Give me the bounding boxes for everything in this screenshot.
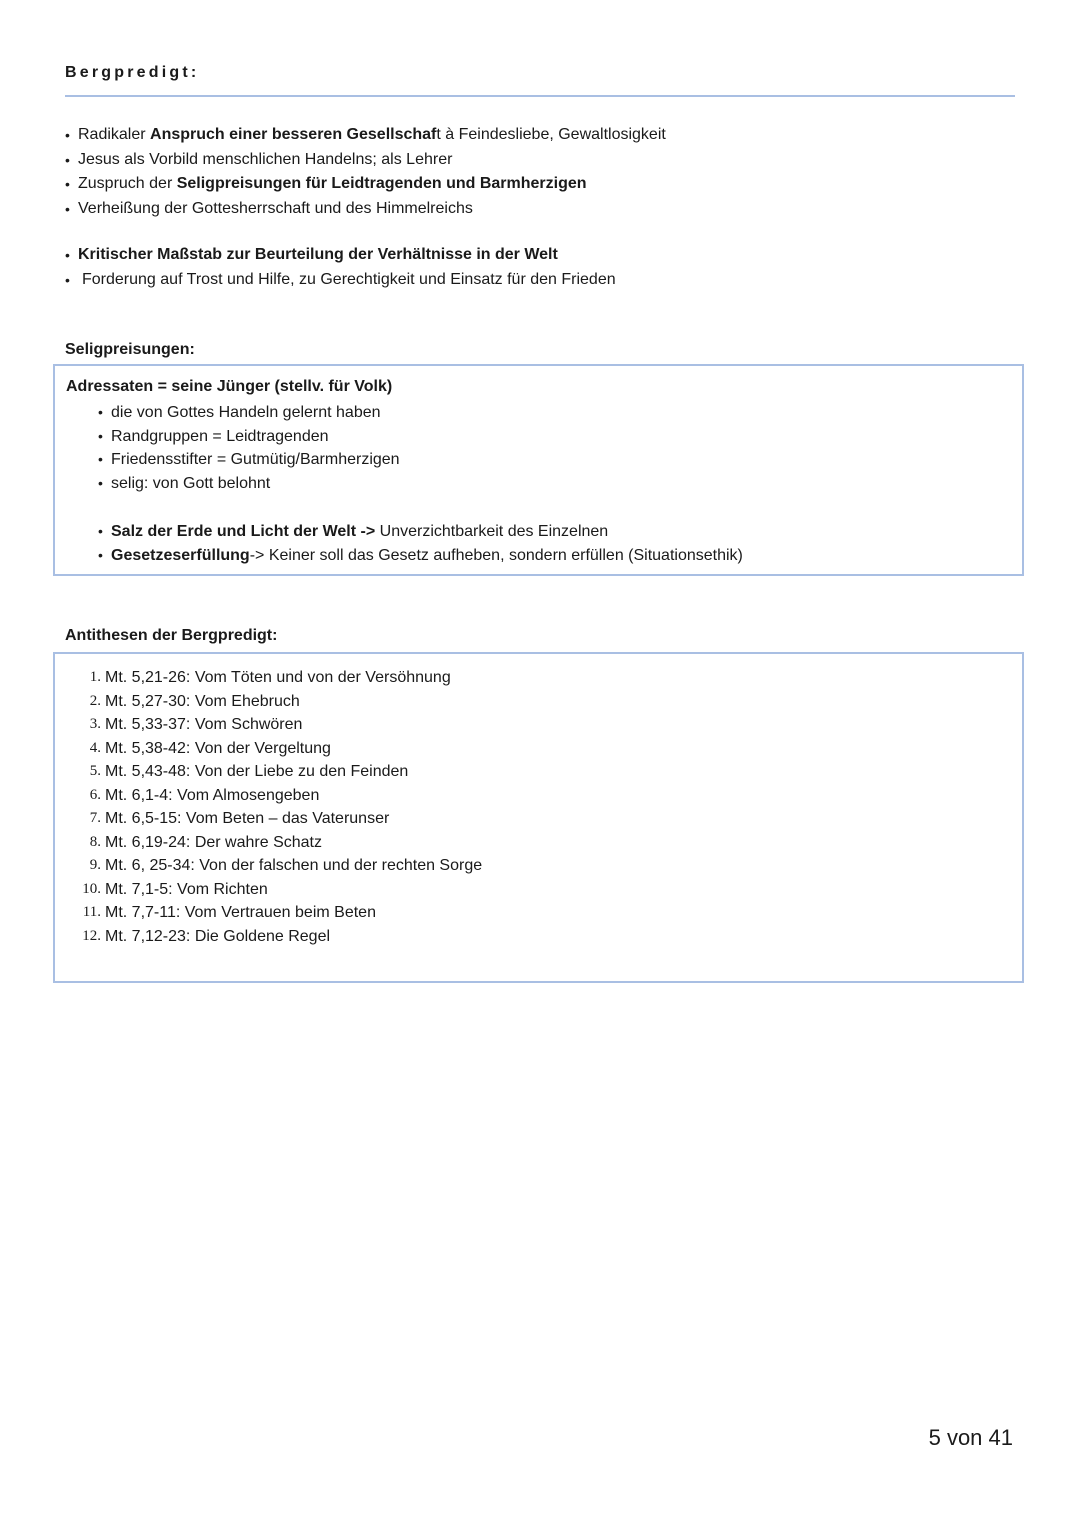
item-text: Mt. 6, 25-34: Von der falschen und der rechten Sorge — [105, 857, 483, 874]
item-number: 8. — [89, 833, 101, 850]
text: Friedensstifter = Gutmütig/Barmherzigen — [111, 451, 400, 469]
bergpredigt-points-list — [65, 123, 666, 221]
list-item — [65, 172, 666, 197]
item-number: 2. — [89, 692, 101, 709]
text: Randgruppen = Leidtragenden — [111, 427, 329, 445]
text: selig: von Gott belohnt — [111, 474, 271, 492]
item-number: 1. — [89, 669, 101, 685]
item-text: Mt. 5,38-42: Von der Vergeltung — [105, 739, 331, 757]
item-text: Mt. 7,12-23: Die Goldene Regel — [105, 927, 331, 945]
item-number: 6. — [89, 786, 101, 803]
bergpredigt-criteria-list — [65, 243, 616, 292]
item-number: 5. — [89, 763, 101, 779]
seligpreisungen-key-points — [98, 520, 743, 567]
text: Radikaler — [78, 126, 151, 143]
antithese-item — [55, 737, 482, 761]
bold-text: Seligpreisungen für Leidtragenden und Barmherzigen — [176, 175, 587, 192]
text: -> Keiner soll das Gesetz aufheben, sondern erfüllen (Situationsethik) — [249, 546, 743, 564]
antithese-item — [55, 807, 482, 831]
text: Unverzichtbarkeit des Einzelnen — [379, 523, 609, 540]
antithese-item — [55, 854, 482, 878]
list-item — [65, 123, 666, 148]
text: Zuspruch der — [78, 175, 177, 192]
item-text: Mt. 5,27-30: Vom Ehebruch — [105, 692, 300, 710]
list-item — [65, 197, 666, 222]
item-text: Mt. 7,7-11: Vom Vertrauen beim Beten — [105, 904, 376, 921]
list-item — [98, 425, 400, 449]
seligpreisungen-list — [98, 401, 400, 495]
list-item — [98, 472, 400, 496]
antithese-item — [55, 925, 482, 949]
item-number: 11. — [82, 904, 101, 920]
item-text: Mt. 6,1-4: Vom Almosengeben — [105, 786, 320, 804]
item-number: 3. — [89, 716, 101, 732]
bold-text: Kritischer Maßstab zur Beurteilung der Verhältnisse in der Welt — [78, 246, 558, 263]
antithese-item — [55, 666, 482, 690]
antithese-item — [55, 713, 482, 737]
seligpreisungen-box — [53, 364, 1024, 576]
item-number: 4. — [89, 739, 101, 756]
item-text: Mt. 6,5-15: Vom Beten – das Vaterunser — [105, 810, 390, 827]
item-number: 12. — [82, 927, 101, 944]
text: die von Gottes Handeln gelernt haben — [111, 404, 381, 421]
antithese-item — [55, 901, 482, 925]
antithese-item — [55, 831, 482, 855]
item-number: 7. — [89, 810, 101, 826]
bold-text: Anspruch einer besseren Gesellschaf — [150, 126, 437, 143]
bold-text: Salz der Erde und Licht der Welt -> — [111, 523, 380, 540]
item-text: Mt. 5,43-48: Von der Liebe zu den Feinden — [105, 763, 409, 780]
antithesen-box — [53, 652, 1024, 983]
antithese-item — [55, 784, 482, 808]
item-text: Mt. 5,33-37: Vom Schwören — [105, 716, 303, 733]
text: t à Feindesliebe, Gewaltlosigkeit — [436, 126, 666, 143]
item-text: Mt. 5,21-26: Vom Töten und von der Versöhnung — [105, 669, 451, 686]
list-item — [98, 448, 400, 472]
list-item — [65, 148, 666, 173]
text: Forderung auf Trost und Hilfe, zu Gerechtigkeit und Einsatz für den Frieden — [82, 270, 616, 288]
list-item — [65, 268, 616, 293]
antithesen-heading: Antithesen der Bergpredigt: — [65, 627, 278, 644]
antithese-item — [55, 690, 482, 714]
item-number: 10. — [82, 880, 101, 897]
antithesen-list — [55, 666, 482, 948]
antithese-item — [55, 878, 482, 902]
item-text: Mt. 7,1-5: Vom Richten — [105, 880, 268, 898]
seligpreisungen-addressees: Adressaten = seine Jünger (stellv. für Volk) — [66, 378, 393, 395]
list-item — [65, 243, 616, 268]
antithese-item — [55, 760, 482, 784]
text: Verheißung der Gottesherrschaft und des Himmelreichs — [78, 199, 473, 217]
list-item — [98, 520, 743, 544]
title-divider — [65, 95, 1015, 97]
list-item — [98, 544, 743, 568]
page-title: Bergpredigt: — [65, 64, 200, 81]
text: Jesus als Vorbild menschlichen Handelns; als Lehrer — [78, 150, 453, 168]
list-item — [98, 401, 400, 425]
bold-text: Gesetzeserfüllung — [111, 546, 250, 564]
item-number: 9. — [89, 857, 101, 873]
page-number: 5 von 41 — [928, 1425, 1013, 1450]
item-text: Mt. 6,19-24: Der wahre Schatz — [105, 833, 322, 851]
seligpreisungen-heading: Seligpreisungen: — [65, 341, 195, 358]
